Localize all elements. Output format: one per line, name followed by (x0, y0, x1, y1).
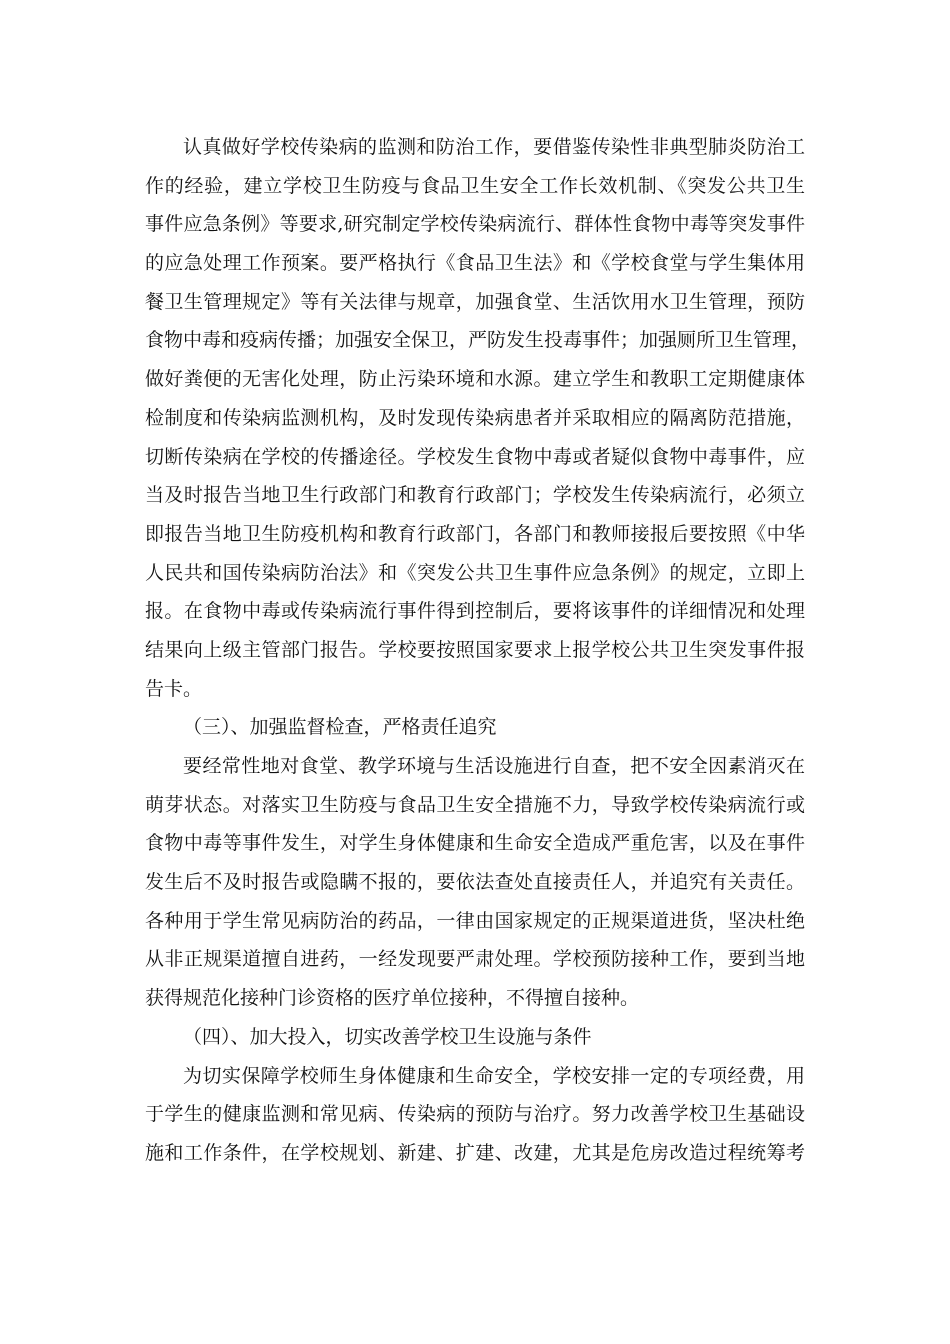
section-heading-supervision (145, 708, 805, 747)
text-line: 发生后不及时报告或隐瞒不报的，要依法查处直接责任人，并追究有关责任。 (145, 871, 805, 894)
text-line: 的应急处理工作预案。要严格执行《食品卫生法》和《学校食堂与学生集体用 (145, 252, 805, 275)
text-line: 做好粪便的无害化处理，防止污染环境和水源。建立学生和教职工定期健康体 (145, 368, 805, 391)
text-line: 作的经验，建立学校卫生防疫与食品卫生安全工作长效机制、《突发公共卫生 (145, 174, 805, 197)
paragraph-supervision (145, 747, 805, 1018)
text-line: 要经常性地对食堂、教学环境与生活设施进行自查，把不安全因素消灭在 (183, 755, 805, 777)
text-line: 获得规范化接种门诊资格的医疗单位接种，不得擅自接种。 (145, 987, 640, 1010)
text-line: 认真做好学校传染病的监测和防治工作，要借鉴传染性非典型肺炎防治工 (183, 136, 805, 158)
text-line: 人民共和国传染病防治法》和《突发公共卫生事件应急条例》的规定，立即上 (145, 561, 805, 584)
text-line: 检制度和传染病监测机构，及时发现传染病患者并采取相应的隔离防范措施， (145, 406, 805, 429)
section-heading: （四）、加大投入，切实改善学校卫生设施与条件 (183, 1025, 592, 1048)
text-line: 为切实保障学校师生身体健康和生命安全，学校安排一定的专项经费，用 (183, 1064, 805, 1087)
text-line: 结果向上级主管部门报告。学校要按照国家要求上报学校公共卫生突发事件报 (145, 638, 805, 661)
text-line: 食物中毒和疫病传播；加强安全保卫，严防发生投毒事件；加强厕所卫生管理， (145, 329, 811, 352)
section-heading: （三）、加强监督检查，严格责任追究 (183, 716, 497, 739)
section-heading-investment (145, 1018, 805, 1057)
document-body (145, 128, 811, 1173)
paragraph-investment (145, 1057, 805, 1173)
text-line: 当及时报告当地卫生行政部门和教育行政部门；学校发生传染病流行，必须立 (145, 484, 805, 507)
text-line: 事件应急条例》等要求,研究制定学校传染病流行、群体性食物中毒等突发事件 (145, 213, 805, 236)
text-line: 萌芽状态。对落实卫生防疫与食品卫生安全措施不力，导致学校传染病流行或 (145, 793, 805, 816)
text-line: 切断传染病在学校的传播途径。学校发生食物中毒或者疑似食物中毒事件，应 (145, 445, 805, 468)
text-line: 于学生的健康监测和常见病、传染病的预防与治疗。努力改善学校卫生基础设 (145, 1103, 805, 1126)
text-line: 告卡。 (145, 677, 203, 700)
text-line: 各种用于学生常见病防治的药品，一律由国家规定的正规渠道进货，坚决杜绝 (145, 909, 805, 932)
text-line: 从非正规渠道擅自进药，一经发现要严肃处理。学校预防接种工作，要到当地 (145, 948, 805, 971)
text-line: 食物中毒等事件发生，对学生身体健康和生命安全造成严重危害，以及在事件 (145, 832, 805, 855)
text-line: 餐卫生管理规定》等有关法律与规章，加强食堂、生活饮用水卫生管理，预防 (145, 290, 805, 313)
text-line: 报。在食物中毒或传染病流行事件得到控制后，要将该事件的详细情况和处理 (145, 600, 805, 623)
text-line: 即报告当地卫生防疫机构和教育行政部门，各部门和教师接报后要按照《中华 (145, 522, 805, 545)
paragraph-disease-prevention (145, 128, 811, 708)
text-line: 施和工作条件，在学校规划、新建、扩建、改建，尤其是危房改造过程统筹考 (145, 1141, 805, 1164)
